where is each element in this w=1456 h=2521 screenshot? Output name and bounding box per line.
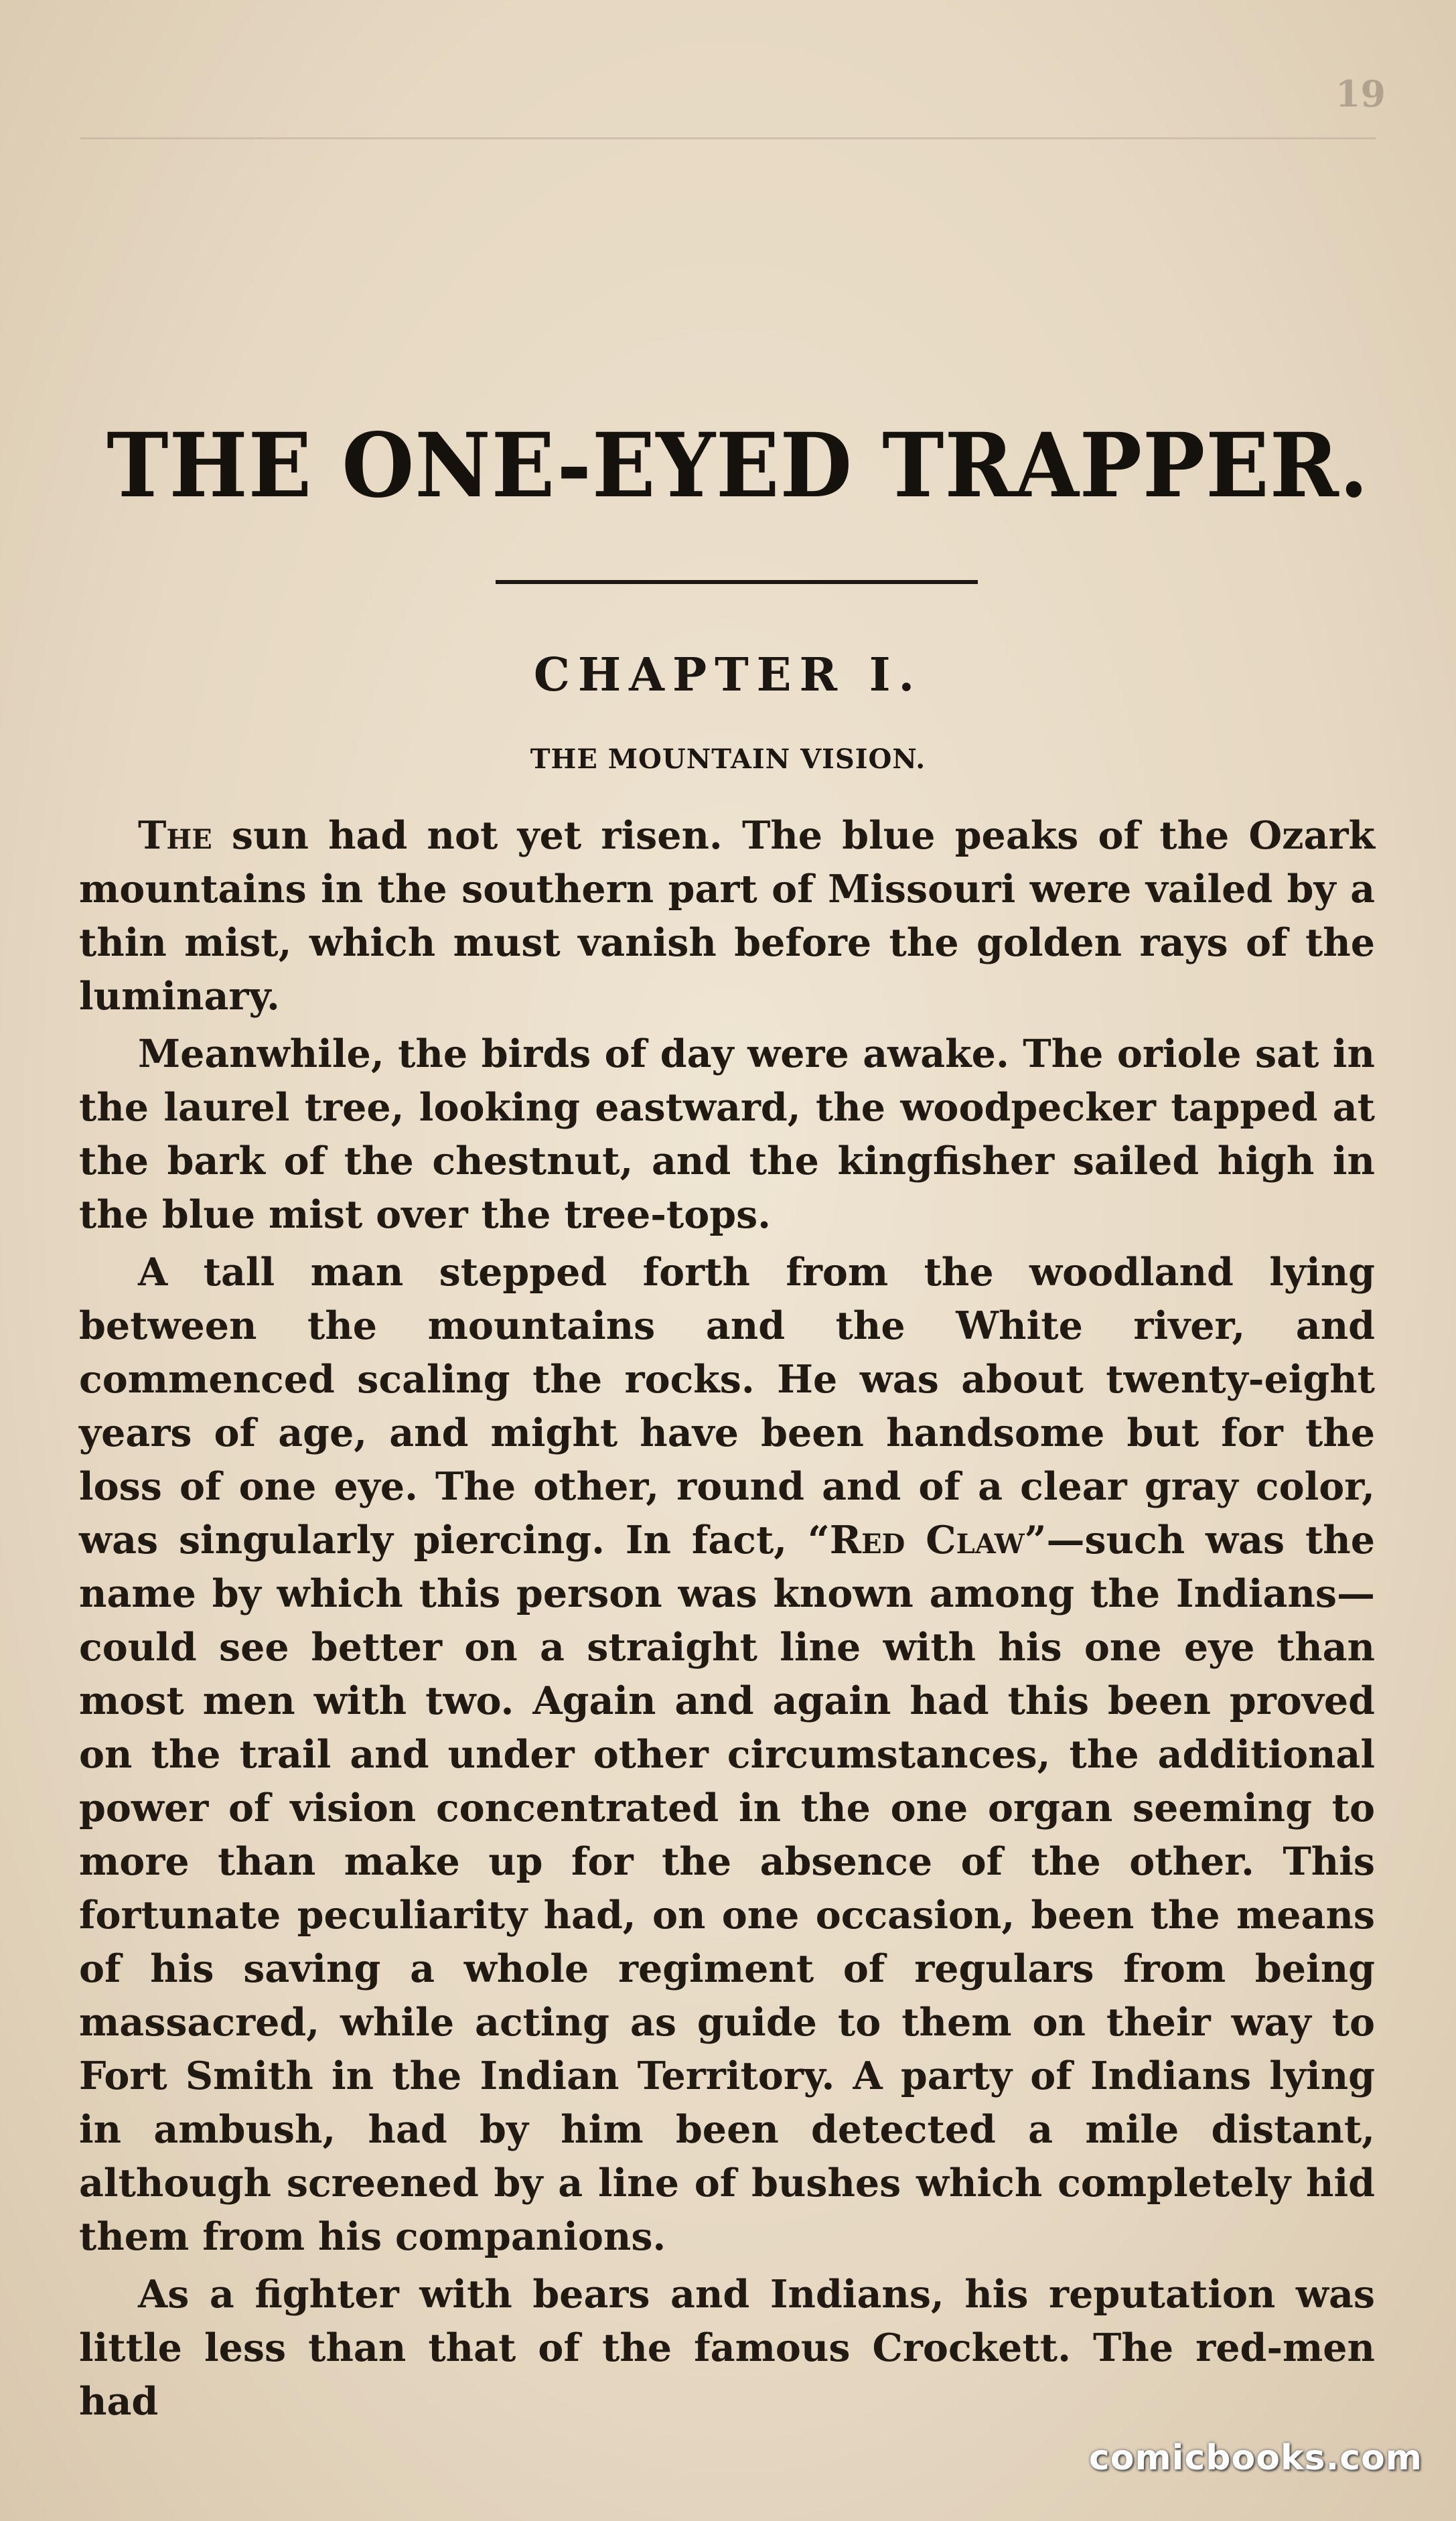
paragraph-1-text: sun had not yet risen. The blue peaks of the Ozark mountains in the southern part of Missouri were vailed by a thin mist, which must vanish before the golden rays of the luminary. [79, 813, 1375, 1019]
book-title: THE ONE-EYED TRAPPER. [106, 414, 1369, 518]
header-rule [80, 137, 1376, 139]
title-underline [496, 580, 978, 584]
paragraph-3-text-b: ”—such was the name by which this person was known among the Indians—could see better on a straight line with his one eye than most men with two. Again and again had this been proved on the trail and under other circumstances, the additional power of vision concentrated in the one organ seeming to more than make up for the absence of the other. This fortunate peculiarity had, on one occasion, been the means of his saving a whole regiment of regulars from being massacred, while acting as guide to them on their way to Fort Smith in the Indian Territory. A party of Indians lying in ambush, had by him been detected a mile distant, although screened by a line of bushes which completely hid them from his companions. [79, 1518, 1375, 2259]
paragraph-2: Meanwhile, the birds of day were awake. The oriole sat in the laurel tree, looking eastward, the woodpecker tapped at the bark of the chestnut, and the kingfisher sailed high in the blue mist over the tree-tops. [79, 1031, 1375, 1237]
character-name: Red Claw [829, 1518, 1025, 1563]
section-heading: THE MOUNTAIN VISION. [530, 743, 926, 775]
paragraph-3-text-a: A tall man stepped forth from the woodland lying between the mountains and the White river, and commenced scaling the rocks. He was about twenty-eight years of age, and might have been handsome but for the loss of one eye. The other, round and of a clear gray color, was singularly piercing. In fact, “ [79, 1250, 1375, 1563]
paragraph-1 [79, 809, 1375, 1023]
paragraph-4: As a fighter with bears and Indians, his reputation was little less than that of the famous Crockett. The red-men had [79, 2272, 1375, 2424]
chapter-heading: CHAPTER I. [533, 648, 923, 702]
paragraph-3 [79, 1246, 1375, 2264]
body-text [79, 809, 1375, 2433]
watermark: comicbooks.com [1088, 2438, 1423, 2478]
paragraph-1-lead: The [138, 813, 212, 858]
page-number: 19 [1335, 72, 1386, 115]
